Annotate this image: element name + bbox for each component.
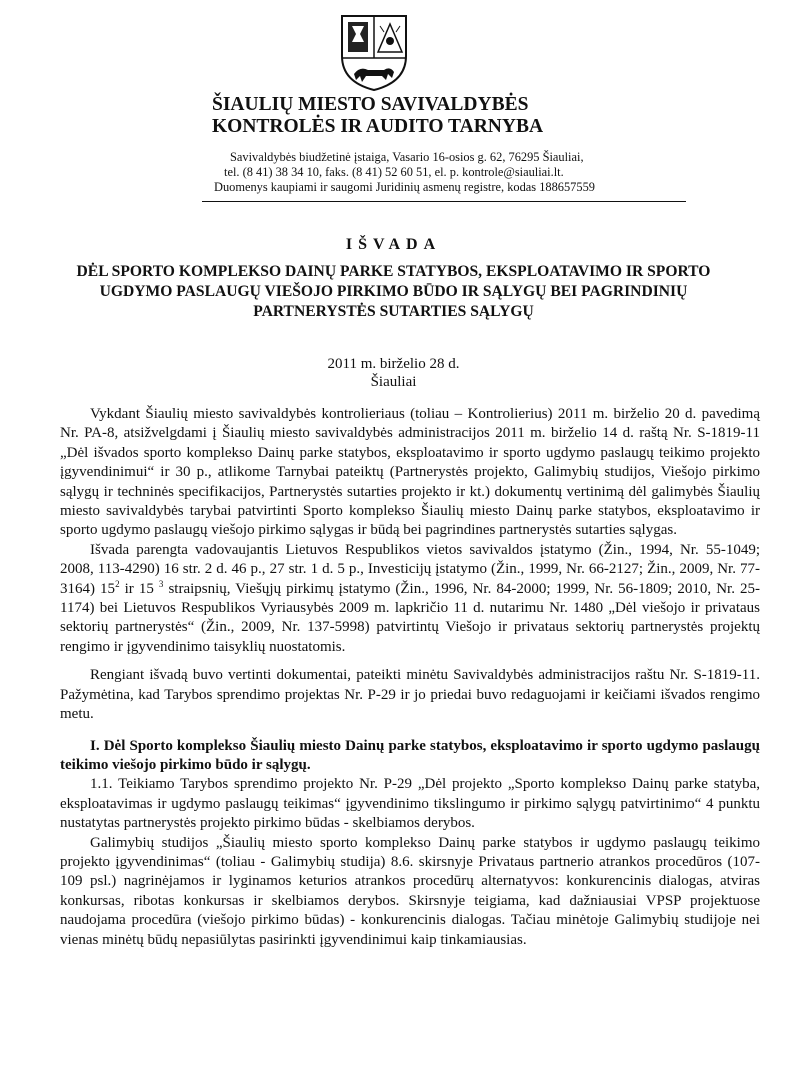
org-name-line-1: ŠIAULIŲ MIESTO SAVIVALDYBĖS (212, 94, 529, 115)
document-type: IŠVADA (345, 236, 442, 253)
coat-of-arms-icon (338, 12, 410, 92)
superscript-3: 3 (158, 578, 164, 589)
contact-registry: Duomenys kaupiami ir saugomi Juridinių asmenų registre, kodas 188657559 (214, 180, 595, 194)
paragraph-2-part-b: ir 15 (119, 580, 159, 597)
org-name-line-2: KONTROLĖS IR AUDITO TARNYBA (212, 116, 544, 137)
document-body (60, 405, 760, 959)
contact-block (212, 150, 652, 195)
contact-address: Savivaldybės biudžetinė įstaiga, Vasario 16-osios g. 62, 76295 Šiauliai, (230, 150, 584, 164)
paragraph-4: 1.1. Teikiamo Tarybos sprendimo projekto Nr. P-29 „Dėl projekto „Sporto komplekso Dainų parke statyba, eksploatavimas ir ugdymo paslaugų teikimas“ įgyvendinimo tikslingumo ir pirkimo sąlygų patvirtinimo“ 4 punktu nustatytas partnerystės projekto pirkimo būdas - skelbiamos derybos. (60, 776, 760, 832)
title-line-2: UGDYMO PASLAUGŲ VIEŠOJO PIRKIMO BŪDO IR SĄLYGŲ BEI PAGRINDINIŲ (99, 283, 688, 300)
paragraph-5: Galimybių studijos „Šiaulių miesto sporto komplekso Dainų parke statybos ir ugdymo paslaugų teikimo projekto įgyvendinimas“ (toliau - Galimybių studija) 8.6. skirsnyje Privataus partnerio atrankos procedūros (107-109 psl.) nagrinėjamos ir lyginamos keturios atrankos procedūrų alternatyvos: konkurencinis dialogas, atviras konkursas, ribotas konkursas ir skelbiamos derybos. Skirsnyje teigiama, kad dažniausiai VPSP projektuose naudojama procedūra (viešojo pirkimo būdas) - konkurencinis dialogas. Tačiau minėtoje Galimybių studijoje nei vienas minėtų būdų nepasiūlytas pasirinkti įgyvendinimui kaip tinkamiausias. (60, 834, 760, 948)
paragraph-3: Rengiant išvadą buvo vertinti dokumentai, pateikti minėtu Savivaldybės administracijos raštu Nr. S-1819-11. Pažymėtina, kad Tarybos sprendimo projektas Nr. P-29 ir jo priedai buvo redaguojami ir keičiami išvados rengimo metu. (60, 667, 760, 723)
paragraph-1: Vykdant Šiaulių miesto savivaldybės kontrolieriaus (toliau – Kontrolierius) 2011 m. birželio 20 d. pavedimą Nr. PA-8, atsižvelgdami į Šiaulių miesto savivaldybės administracijos 2011 m. birželio 14 d. raštą Nr. S-1819-11 „Dėl išvados sporto komplekso Dainų parke statybos, eksploatavimo ir sporto ugdymo paslaugų teikimo projekto įgyvendinimui“ ir 30 p., atlikome Tarnybai pateiktų (Partnerystės projekto, Galimybių studijos, Viešojo pirkimo sąlygų ir techninės specifikacijos, Partnerystės sutarties projekto ir kt.) dokumentų vertinimą dėl galimybės Šiaulių miesto savivaldybės tarybai patvirtinti Sporto komplekso Šiaulių miesto Dainų parke statybos, eksploatavimo ir sporto ugdymo paslaugų viešojo pirkimo sąlygas ir būdą bei pagrindines partnerystės sutarties sąlygas. (60, 406, 760, 539)
document-place: Šiauliai (370, 374, 417, 390)
paragraph-2 (60, 541, 760, 657)
organization-name (212, 94, 652, 138)
title-line-3: PARTNERYSTĖS SUTARTIES SĄLYGŲ (253, 303, 534, 320)
document-title (40, 262, 747, 322)
section-1-heading: I. Dėl Sporto komplekso Šiaulių miesto Dainų parke statybos, eksploatavimo ir sporto ugdymo paslaugų teikimo viešojo pirkimo būdo ir sąlygų. (60, 737, 760, 773)
header-divider (202, 201, 686, 202)
paragraph-2-part-a: Išvada parengta vadovaujantis Lietuvos Respublikos vietos savivaldos įstatymo (Žin., 1994, Nr. 55-1049; 2008, 113-4290) 16 str. 2 d. 46 p., 27 str. 1 d. 5 p., Investicijų įstatymo (Žin., 1999, Nr. 66-2127; Žin., 2009, Nr. 77-3164) 15 (60, 541, 760, 597)
contact-phone-email: tel. (8 41) 38 34 10, faks. (8 41) 52 60 51, el. p. kontrole@siauliai.lt. (224, 165, 564, 179)
title-line-1: DĖL SPORTO KOMPLEKSO DAINŲ PARKE STATYBOS, EKSPLOATAVIMO IR SPORTO (76, 263, 711, 280)
document-date: 2011 m. birželio 28 d. (327, 356, 460, 372)
superscript-2: 2 (115, 578, 120, 589)
paragraph-2-part-c: straipsnių, Viešųjų pirkimų įstatymo (Žin., 1996, Nr. 84-2000; 1999, Nr. 56-1809; 2010, Nr. 25-1174) bei Lietuvos Respublikos Vyriausybės 2009 m. lapkričio 11 d. nutarimu Nr. 1480 „Dėl viešojo ir privataus sektorių partnerystės“ (Žin., 2009, Nr. 137-5998) patvirtintų Viešojo ir privataus sektorių partnerystės projektų rengimo ir įgyvendinimo taisyklių nuostatomis. (60, 580, 760, 655)
